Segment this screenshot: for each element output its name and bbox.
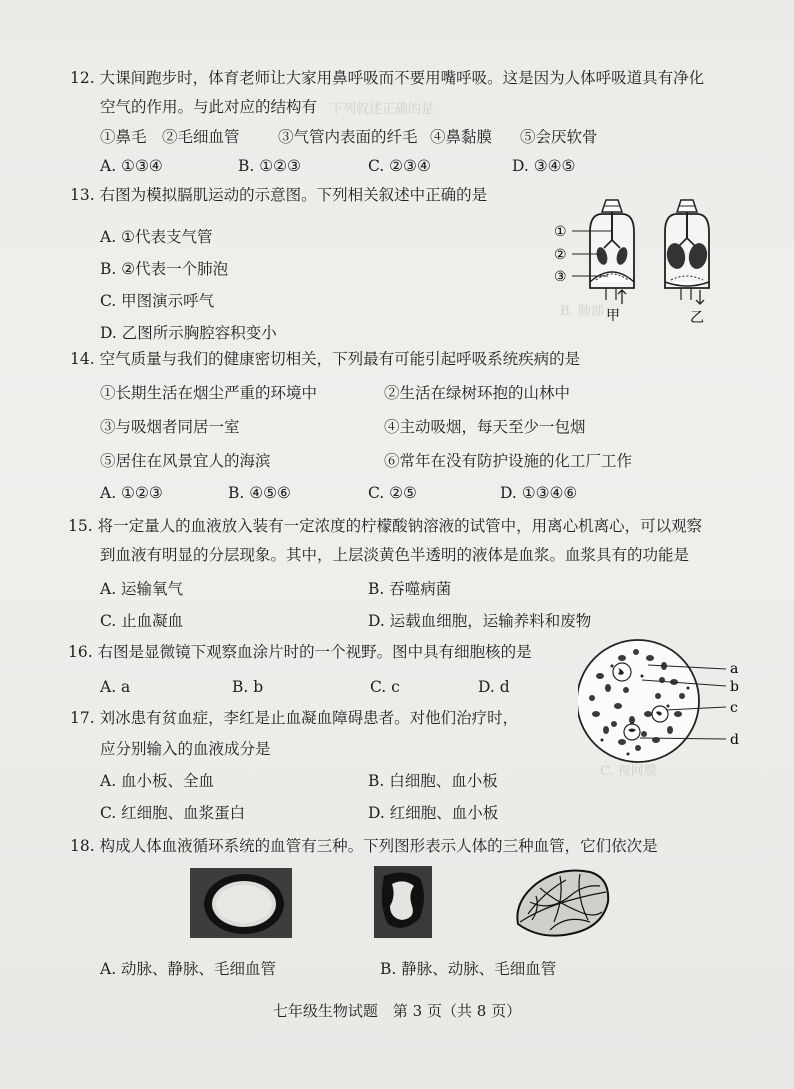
q15-option-a: A. 运输氧气	[100, 580, 184, 598]
q12-stem-line1: 12. 大课间跑步时，体育老师让大家用鼻呼吸而不要用嘴呼吸。这是因为人体呼吸道具有净化	[70, 69, 705, 87]
q16-option-a: A. a	[100, 678, 131, 696]
fig-label-c: c	[730, 700, 738, 716]
q18-stem: 18. 构成人体血液循环系统的血管有三种。下列图形表示人体的三种血管，它们依次是	[70, 837, 658, 855]
q12-option-b: B. ①②③	[238, 157, 301, 175]
q14-option-b: B. ④⑤⑥	[228, 484, 291, 502]
fig-label-d: d	[730, 732, 739, 748]
q12-option-c: C. ②③④	[368, 157, 431, 175]
q18-option-b: B. 静脉、动脉、毛细血管	[380, 960, 557, 978]
q15-stem-line1: 15. 将一定量人的血液放入装有一定浓度的柠檬酸钠溶液的试管中，用离心机离心，可以观察	[68, 517, 703, 535]
q17-stem-line2: 应分别输入的血液成分是	[100, 740, 271, 758]
fig-caption-yi: 乙	[690, 310, 704, 326]
q13-option-b: B. ②代表一个肺泡	[100, 260, 229, 278]
fig-label-1: ①	[554, 224, 567, 240]
fig-caption-jia: 甲	[606, 308, 620, 324]
bleed-through-text: C. 视网膜	[600, 764, 657, 779]
q14-option-d: D. ①③④⑥	[500, 484, 578, 502]
q16-option-c: C. c	[370, 678, 400, 696]
q14-option-c: C. ②⑤	[368, 484, 417, 502]
q12-option-a: A. ①③④	[100, 157, 163, 175]
q12-item-1: ①鼻毛	[100, 128, 147, 146]
q15-stem-line2: 到血液有明显的分层现象。其中，上层淡黄色半透明的液体是血浆。血浆具有的功能是	[100, 546, 690, 564]
fig-label-3: ③	[554, 269, 567, 285]
q14-item-5: ⑤居住在风景宜人的海滨	[100, 452, 271, 470]
q12-stem-line2: 空气的作用。与此对应的结构有	[100, 98, 318, 116]
q17-option-b: B. 白细胞、血小板	[368, 772, 498, 790]
q14-item-6: ⑥常年在没有防护设施的化工厂工作	[384, 452, 633, 470]
q16-option-b: B. b	[232, 678, 264, 696]
q15-option-c: C. 止血凝血	[100, 612, 184, 630]
q13-option-d: D. 乙图所示胸腔容积变小	[100, 324, 277, 342]
fig-label-b: b	[730, 679, 739, 695]
jar-jia	[590, 200, 634, 324]
q14-option-a: A. ①②③	[100, 484, 163, 502]
vessel-image-1	[190, 868, 292, 938]
diaphragm-model-diagram	[550, 196, 736, 334]
blood-smear-diagram	[578, 636, 748, 772]
fig-label-a: a	[730, 661, 739, 677]
q16-stem: 16. 右图是显微镜下观察血涂片时的一个视野。图中具有细胞核的是	[68, 643, 532, 661]
q15-option-d: D. 运载血细胞，运输养料和废物	[368, 612, 592, 630]
q17-option-d: D. 红细胞、血小板	[368, 804, 499, 822]
page-footer: 七年级生物试题 第 3 页（共 8 页）	[272, 1002, 522, 1020]
vessel-image-2	[374, 866, 432, 938]
q16-option-d: D. d	[478, 678, 510, 696]
q12-item-2: ②毛细血管	[162, 128, 240, 146]
bleed-through-text: B. 肺部	[560, 304, 604, 319]
q14-stem: 14. 空气质量与我们的健康密切相关，下列最有可能引起呼吸系统疾病的是	[70, 350, 581, 368]
q18-option-a: A. 动脉、静脉、毛细血管	[100, 960, 277, 978]
q12-item-3: ③气管内表面的纤毛	[278, 128, 418, 146]
q15-option-b: B. 吞噬病菌	[368, 580, 452, 598]
q14-item-2: ②生活在绿树环抱的山林中	[384, 384, 571, 402]
q13-option-a: A. ①代表支气管	[100, 228, 213, 246]
q12-item-5: ⑤会厌软骨	[520, 128, 598, 146]
q17-option-c: C. 红细胞、血浆蛋白	[100, 804, 246, 822]
q12-option-d: D. ③④⑤	[512, 157, 576, 175]
q14-item-1: ①长期生活在烟尘严重的环境中	[100, 384, 318, 402]
q13-stem: 13. 右图为模拟膈肌运动的示意图。下列相关叙述中正确的是	[70, 186, 488, 204]
vessel-image-3	[510, 862, 614, 940]
bleed-through-text: 下列叙述正确的是	[330, 102, 435, 117]
q12-item-4: ④鼻黏膜	[430, 128, 493, 146]
fig-label-2: ②	[554, 247, 567, 263]
q14-item-4: ④主动吸烟，每天至少一包烟	[384, 418, 586, 436]
q17-option-a: A. 血小板、全血	[100, 772, 215, 790]
jar-yi	[665, 200, 709, 326]
q17-stem-line1: 17. 刘冰患有贫血症，李红是止血凝血障碍患者。对他们治疗时，	[70, 709, 519, 727]
q14-item-3: ③与吸烟者同居一室	[100, 418, 240, 436]
q13-option-c: C. 甲图演示呼气	[100, 292, 215, 310]
